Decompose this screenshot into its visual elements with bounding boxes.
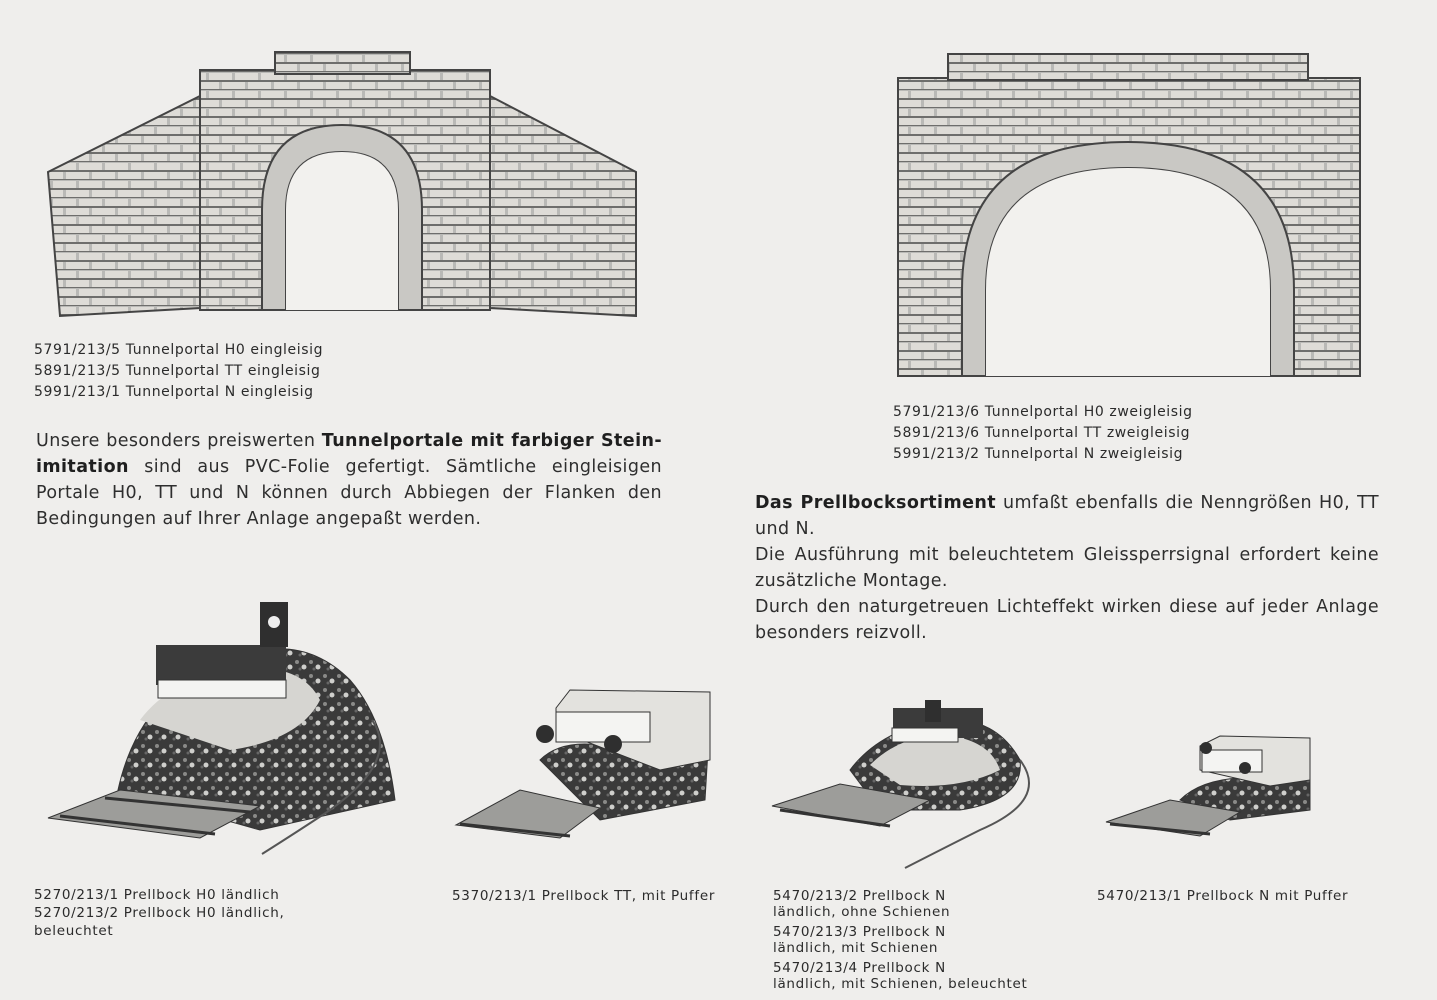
tunnel-description-bold: Tunnelportale mit farbiger Stein-imitation [36, 431, 662, 477]
caption-line: 5470/213/4 Prellbock N [773, 960, 946, 976]
prellbock-n-image [772, 700, 1029, 868]
prellbock-description-line3: Durch den naturgetreuen Lichteffekt wirken diese auf jeder Anlage besonders reizvoll. [755, 597, 1379, 643]
caption-line: 5370/213/1 Prellbock TT, mit Puffer [452, 888, 716, 904]
caption-line: 5791/213/5 Tunnelportal H0 eingleisig [34, 342, 324, 358]
prellbock-tt-image [456, 690, 710, 838]
tunnel-portal-double-image [898, 54, 1360, 376]
prellbock-tt-caption [452, 888, 715, 904]
prellbock-description-line2: Die Ausführung mit beleuchtetem Gleissperrsignal erfordert keine zusätzliche Montage. [755, 545, 1379, 591]
caption-line: 5470/213/3 Prellbock N [773, 924, 946, 940]
caption-line: 5891/213/5 Tunnelportal TT eingleisig [34, 363, 321, 379]
prellbock-h0-caption [34, 886, 284, 940]
caption-line: ländlich, ohne Schienen [773, 904, 951, 920]
caption-line: 5470/213/1 Prellbock N mit Puffer [1097, 888, 1349, 904]
prellbock-description-bold: Das Prellbocksortiment [755, 493, 996, 513]
caption-line: 5791/213/6 Tunnelportal H0 zweigleisig [893, 404, 1193, 420]
tunnel-description-rest: sind aus PVC-Folie gefertigt. Sämtliche eingleisigen Portale H0, TT und N können durch Abbiegen der Flanken den Bedingungen auf Ihrer Anlage angepaßt werden. [36, 457, 662, 529]
prellbock-description-rest: umfaßt ebenfalls die Nenngrößen H0, TT und N. [755, 493, 1379, 539]
prellbock-h0-image [48, 602, 395, 854]
tunnel-double-captions [893, 402, 1193, 465]
tunnel-portal-single-image [48, 52, 636, 316]
caption-line: 5270/213/2 Prellbock H0 ländlich, [34, 905, 285, 921]
caption-line: beleuchtet [34, 923, 114, 939]
caption-line: ländlich, mit Schienen [773, 940, 939, 956]
prellbock-n-caption [773, 888, 1027, 992]
prellbock-description [755, 490, 1379, 646]
caption-line: 5270/213/1 Prellbock H0 ländlich [34, 887, 280, 903]
tunnel-description-lead: Unsere besonders preiswerten [36, 431, 322, 451]
prellbock-n-puffer-caption [1097, 888, 1348, 904]
prellbock-n-puffer-image [1106, 736, 1310, 836]
caption-line: 5470/213/2 Prellbock N [773, 888, 946, 904]
caption-line: 5991/213/1 Tunnelportal N eingleisig [34, 384, 314, 400]
caption-line: ländlich, mit Schienen, beleuchtet [773, 976, 1028, 992]
caption-line: 5991/213/2 Tunnelportal N zweigleisig [893, 446, 1184, 462]
tunnel-single-captions [34, 340, 323, 403]
caption-line: 5891/213/6 Tunnelportal TT zweigleisig [893, 425, 1191, 441]
tunnel-description [36, 428, 662, 532]
